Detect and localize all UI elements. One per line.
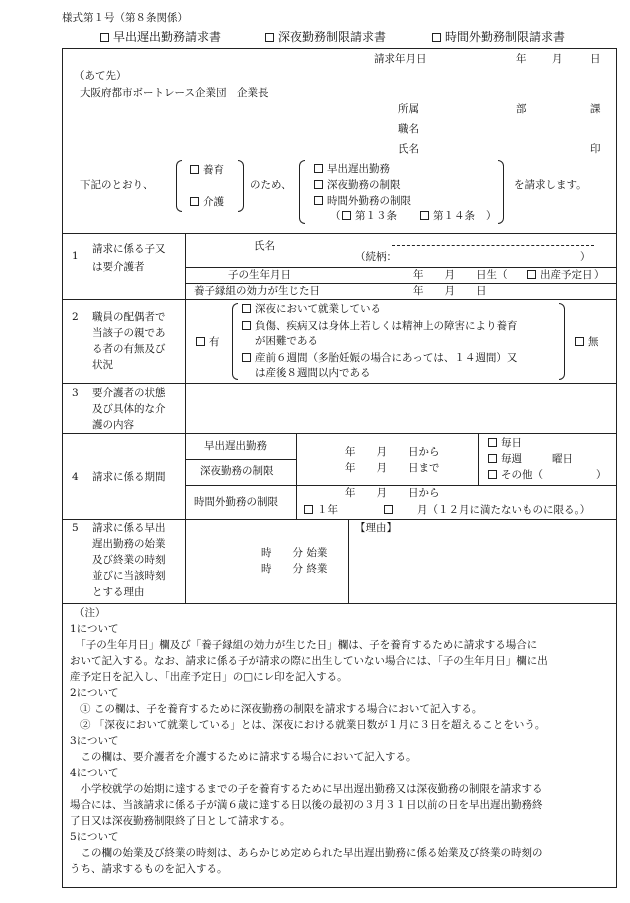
note-line: うち、請求するものを記入する。 bbox=[70, 863, 228, 875]
checkbox[interactable] bbox=[384, 505, 393, 514]
checkbox[interactable] bbox=[488, 470, 497, 479]
table-line bbox=[296, 433, 297, 519]
birth-date-label: 子の生年月日 bbox=[228, 269, 291, 281]
section5-label-line: 遅出勤務の始業 bbox=[92, 538, 166, 550]
adoption-date-label: 養子縁組の効力が生じた日 bbox=[194, 285, 320, 297]
overtime-from: 年 月 日から bbox=[345, 487, 440, 499]
request-date-label: 請求年月日 bbox=[374, 53, 427, 65]
period-night-label: 深夜勤務の制限 bbox=[200, 465, 274, 477]
table-line bbox=[62, 299, 617, 300]
table-line bbox=[185, 267, 617, 268]
table-line bbox=[185, 283, 617, 284]
date-year-unit: 年 bbox=[516, 53, 527, 65]
checkbox[interactable] bbox=[190, 197, 199, 206]
addressee: 大阪府都市ボートレース企業団 企業長 bbox=[80, 87, 269, 99]
section2-label-line: 当該子の親であ bbox=[92, 327, 166, 339]
spouse-no-option[interactable]: 無 bbox=[575, 336, 599, 349]
bracket-left bbox=[176, 160, 182, 212]
position-label: 職名 bbox=[398, 123, 419, 135]
title-option-overtime[interactable]: 時間外勤務制限請求書 bbox=[432, 30, 565, 45]
name-entry-line[interactable] bbox=[392, 245, 594, 246]
freq-other-option[interactable]: その他（ bbox=[488, 469, 543, 482]
article-paren-open: （ bbox=[330, 210, 341, 222]
section5-label-line: とする理由 bbox=[92, 586, 145, 598]
spouse-condition-pregnancy[interactable]: 産前６週間（多胎妊娠の場合にあっては、１４週間）又 bbox=[242, 352, 517, 365]
note-line: ① この欄は、子を養育するために深夜勤務の制限を請求する場合において記入する。 bbox=[80, 703, 483, 715]
section5-label-line: 請求に係る早出 bbox=[92, 522, 166, 534]
table-line bbox=[185, 485, 617, 486]
freq-weekday-unit: 曜日 bbox=[552, 453, 573, 465]
table-line bbox=[62, 603, 617, 604]
table-line bbox=[62, 519, 617, 520]
checkbox[interactable] bbox=[304, 505, 313, 514]
title-option-early-late[interactable]: 早出遅出勤務請求書 bbox=[100, 30, 221, 45]
relation-close: ） bbox=[580, 251, 591, 263]
article-option-13[interactable]: 第１３条 bbox=[342, 210, 397, 223]
purpose-option-care[interactable]: 介護 bbox=[190, 196, 224, 209]
checkbox[interactable] bbox=[314, 196, 323, 205]
dept-label: 所属 bbox=[398, 103, 419, 115]
checkbox[interactable] bbox=[432, 33, 441, 42]
checkbox[interactable] bbox=[100, 33, 109, 42]
checkbox[interactable] bbox=[527, 270, 536, 279]
note-line: 場合には、当該請求に係る子が満６歳に達する日以後の最初の３月３１日以前の日を早出遅出勤務終 bbox=[70, 799, 543, 811]
bracket-right bbox=[498, 160, 504, 224]
title-option-night[interactable]: 深夜勤務制限請求書 bbox=[265, 30, 386, 45]
bracket-right bbox=[559, 303, 565, 380]
relation-label: （続柄： bbox=[355, 251, 397, 263]
section2-number: 2 bbox=[72, 311, 79, 323]
dept-unit: 部 bbox=[516, 103, 527, 115]
name-label: 氏名 bbox=[398, 143, 419, 155]
note-line: 「子の生年月日」欄及び「養子縁組の効力が生じた日」欄は、子を養育するために請求する場合に bbox=[70, 639, 538, 651]
freq-weekly-option[interactable]: 毎週 bbox=[488, 453, 522, 466]
child-name-label: 氏名 bbox=[254, 240, 275, 252]
section5-number: 5 bbox=[72, 522, 79, 534]
table-line bbox=[478, 433, 479, 485]
table-line bbox=[185, 233, 186, 603]
section5-label-line: 及び終業の時刻 bbox=[92, 554, 166, 566]
spouse-condition-night[interactable]: 深夜において就業している bbox=[242, 303, 381, 316]
spouse-yes-option[interactable]: 有 bbox=[196, 336, 220, 349]
section4-number: 4 bbox=[72, 471, 79, 483]
checkbox[interactable] bbox=[314, 164, 323, 173]
purpose-option-childcare[interactable]: 養育 bbox=[190, 164, 224, 177]
section5-label-line: 並びに当該時刻 bbox=[92, 570, 166, 582]
addressee-label: （あて先） bbox=[74, 70, 127, 82]
request-option-night[interactable]: 深夜勤務の制限 bbox=[314, 179, 401, 192]
bracket-left bbox=[299, 160, 305, 224]
checkbox[interactable] bbox=[420, 211, 429, 220]
note-line: 小学校就学の始期に達するまでの子を養育するために早出遅出勤務又は深夜勤務の制限を請求する bbox=[70, 783, 543, 795]
adoption-date-value: 年 月 日 bbox=[413, 285, 487, 297]
table-line bbox=[62, 383, 617, 384]
request-suffix: を請求します。 bbox=[514, 179, 587, 191]
section3-label-line: 及び具体的な介 bbox=[92, 403, 166, 415]
bracket-left bbox=[232, 303, 238, 380]
note-line: 1について bbox=[70, 623, 119, 635]
section1-label-line: 請求に係る子又 bbox=[92, 243, 166, 255]
section3-label-line: 護の内容 bbox=[92, 419, 134, 431]
birth-date-close: ） bbox=[594, 269, 605, 281]
request-option-overtime[interactable]: 時間外勤務の制限 bbox=[314, 195, 411, 208]
note-line: この欄は、要介護者を介護するために請求する場合において記入する。 bbox=[70, 751, 417, 763]
notes-heading: （注） bbox=[74, 607, 106, 619]
note-line: 4について bbox=[70, 767, 119, 779]
table-line bbox=[348, 519, 349, 603]
section3-label-line: 要介護者の状態 bbox=[92, 387, 166, 399]
table-line bbox=[62, 233, 617, 234]
checkbox[interactable] bbox=[575, 337, 584, 346]
checkbox[interactable] bbox=[342, 211, 351, 220]
article-paren-close: ） bbox=[486, 210, 497, 222]
spouse-condition-pregnancy-cont: は産後８週間以内である bbox=[255, 367, 371, 379]
note-line: 3について bbox=[70, 735, 119, 747]
overtime-1year-option[interactable]: １年 bbox=[304, 504, 338, 517]
request-middle: のため、 bbox=[250, 179, 292, 191]
table-line bbox=[185, 459, 296, 460]
checkbox[interactable] bbox=[314, 180, 323, 189]
checkbox[interactable] bbox=[242, 321, 251, 330]
section3-number: 3 bbox=[72, 387, 79, 399]
checkbox[interactable] bbox=[265, 33, 274, 42]
request-option-early-late[interactable]: 早出遅出勤務 bbox=[314, 163, 390, 176]
section1-label-line: は要介護者 bbox=[92, 261, 145, 273]
bracket-right bbox=[238, 160, 244, 212]
period-from: 年 月 日から bbox=[345, 446, 440, 458]
note-line: 5について bbox=[70, 831, 119, 843]
birth-date-value: 年 月 日生（ bbox=[413, 269, 508, 281]
section2-label-line: 状況 bbox=[92, 359, 113, 371]
note-line: ② 「深夜において就業している」とは、深夜における就業日数が１月に３日を超えることをいう。 bbox=[80, 719, 546, 731]
checkbox[interactable] bbox=[190, 165, 199, 174]
period-early-late-label: 早出遅出勤務 bbox=[204, 440, 267, 452]
section2-label-line: る者の有無及び bbox=[92, 343, 166, 355]
period-to: 年 月 日まで bbox=[345, 462, 440, 474]
start-time: 時 分 始業 bbox=[261, 547, 328, 559]
date-day-unit: 日 bbox=[590, 53, 601, 65]
spouse-condition-illness[interactable]: 負傷、疾病又は身体上若しくは精神上の障害により養育 bbox=[242, 320, 518, 333]
checkbox[interactable] bbox=[242, 304, 251, 313]
request-prefix: 下記のとおり、 bbox=[80, 179, 154, 191]
checkbox[interactable] bbox=[242, 353, 251, 362]
table-line bbox=[62, 433, 617, 434]
overtime-month-option[interactable]: 月（１２月に満たないものに限る。） bbox=[384, 504, 590, 517]
checkbox[interactable] bbox=[196, 337, 205, 346]
freq-daily-option[interactable]: 毎日 bbox=[488, 437, 522, 450]
article-option-14[interactable]: 第１４条 bbox=[420, 210, 475, 223]
section1-number: 1 bbox=[72, 250, 79, 262]
section4-label: 請求に係る期間 bbox=[92, 471, 166, 483]
form-number: 様式第１号（第８条関係） bbox=[62, 12, 188, 24]
note-line: 了日又は深夜勤務制限終了日として請求する。 bbox=[70, 815, 291, 827]
section-unit: 課 bbox=[590, 103, 601, 115]
due-date-option[interactable]: 出産予定日 bbox=[527, 269, 593, 282]
date-month-unit: 月 bbox=[552, 53, 563, 65]
note-line: おいて記入する。なお、請求に係る子が請求の際に出生していない場合には、「子の生年月日」欄に出 bbox=[70, 655, 548, 667]
spouse-condition-illness-cont: が困難である bbox=[255, 335, 318, 347]
note-line: 2について bbox=[70, 687, 119, 699]
reason-label: 【理由】 bbox=[355, 522, 397, 534]
note-line: この欄の始業及び終業の時刻は、あらかじめ定められた早出遅出勤務に係る始業及び終業の時刻の bbox=[70, 847, 543, 859]
period-overtime-label: 時間外勤務の制限 bbox=[194, 496, 278, 508]
section2-label-line: 職員の配偶者で bbox=[92, 311, 166, 323]
checkbox[interactable] bbox=[488, 454, 497, 463]
freq-other-close: ） bbox=[596, 469, 607, 481]
seal-mark: 印 bbox=[590, 143, 601, 155]
checkbox[interactable] bbox=[488, 438, 497, 447]
note-line: 産予定日を記入し、「出産予定日」の□にレ印を記入する。 bbox=[70, 671, 348, 683]
end-time: 時 分 終業 bbox=[261, 563, 328, 575]
